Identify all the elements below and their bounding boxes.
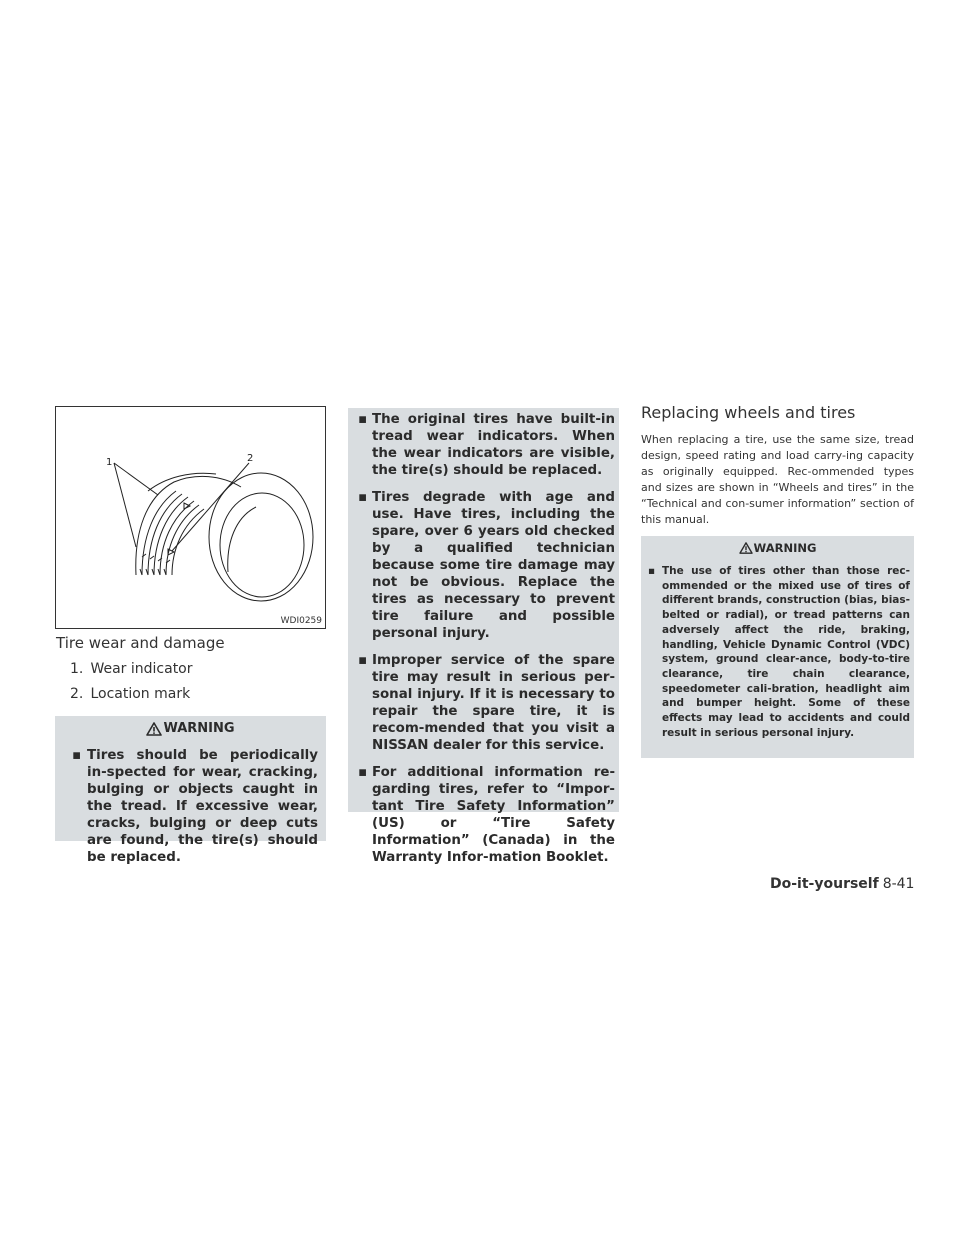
warning-item-text: The original tires have built-in tread wear indicators. When the wear indicators are visible, the tire(s) should be replaced. [372, 412, 615, 478]
label-1: 1 [106, 457, 113, 468]
section-title: Replacing wheels and tires [641, 403, 856, 422]
page-footer [770, 876, 914, 892]
square-bullet-icon: ▪ [72, 748, 82, 763]
section-paragraph: When replacing a tire, use the same size, tread design, speed rating and load carry-ing capacity as originally equipped. Rec-ommended types and sizes are shown in “Wheels and tires” in the “Technical and con-sumer information” section of this manual. [641, 433, 914, 526]
warning-item-text: Tires degrade with age and use. Have tires, including the spare, over 6 years old checked by a qualified technician because some tire damage may not be obvious. Replace the tires as necessary to prevent tire failure and possible personal injury. [372, 490, 615, 641]
footer-section: Do-it-yourself [770, 876, 879, 892]
warning-item [55, 741, 326, 866]
square-bullet-icon: ▪ [358, 412, 368, 427]
warning-item [641, 560, 914, 740]
warning-heading-text: WARNING [163, 721, 235, 736]
legend-item [70, 686, 190, 702]
tire-drawing [56, 407, 325, 628]
warning-triangle-icon [146, 722, 162, 736]
square-bullet-icon: ▪ [648, 565, 656, 577]
label-2: 2 [247, 453, 254, 464]
warning-list [641, 560, 914, 740]
square-bullet-icon: ▪ [358, 653, 368, 668]
tire-wear-illustration [55, 406, 326, 629]
warning-heading [641, 536, 914, 560]
legend-number: 2. [70, 686, 84, 702]
square-bullet-icon: ▪ [358, 490, 368, 505]
warning-heading [55, 716, 326, 741]
figure-code: WDI0259 [280, 616, 322, 626]
caption-title: Tire wear and damage [56, 634, 225, 652]
warning-item-text: Improper service of the spare tire may result in serious per-sonal injury. If it is necessary to repair the spare tire, it is recom-mended that you visit a NISSAN dealer for this service. [372, 653, 615, 753]
page-number: 8-41 [882, 876, 915, 892]
warning-item-text: The use of tires other than those rec-ommended or the mixed use of tires of different brands, construction (bias, bias-belted or radial), or tread patterns can adversely affect the ride, braking, handling, Vehicle Dynamic Control (VDC) system, ground clear-ance, body-to-tire clearance, tire chain clearance, speedometer cali-bration, headlight aim and bumper height. Some of these effects may lead to accidents and could result in serious personal injury. [662, 565, 910, 739]
warning-triangle-icon [739, 542, 753, 554]
warning-item [348, 489, 619, 642]
warning-heading-text: WARNING [753, 541, 817, 555]
square-bullet-icon: ▪ [358, 765, 368, 780]
warning-box-right [641, 536, 914, 758]
warning-item-text: Tires should be periodically in-spected for wear, cracking, bulging or objects caught in the tread. If excessive wear, cracks, bulging or deep cuts are found, the tire(s) should be replaced. [87, 748, 318, 865]
warning-item [348, 411, 619, 479]
legend-number: 1. [70, 661, 84, 677]
warning-list [348, 408, 619, 866]
legend-item [70, 661, 193, 677]
warning-item [348, 652, 619, 754]
legend-text: Wear indicator [90, 661, 193, 677]
warning-box-left [55, 716, 326, 865]
warning-item [348, 764, 619, 866]
warning-box-middle [348, 408, 619, 865]
warning-list [55, 741, 326, 866]
legend-text: Location mark [90, 686, 191, 702]
warning-item-text: For additional information re-garding tires, refer to “Impor-tant Tire Safety Information” (US) or “Tire Safety Information” (Canada) in the Warranty Infor-mation Booklet. [372, 765, 615, 865]
